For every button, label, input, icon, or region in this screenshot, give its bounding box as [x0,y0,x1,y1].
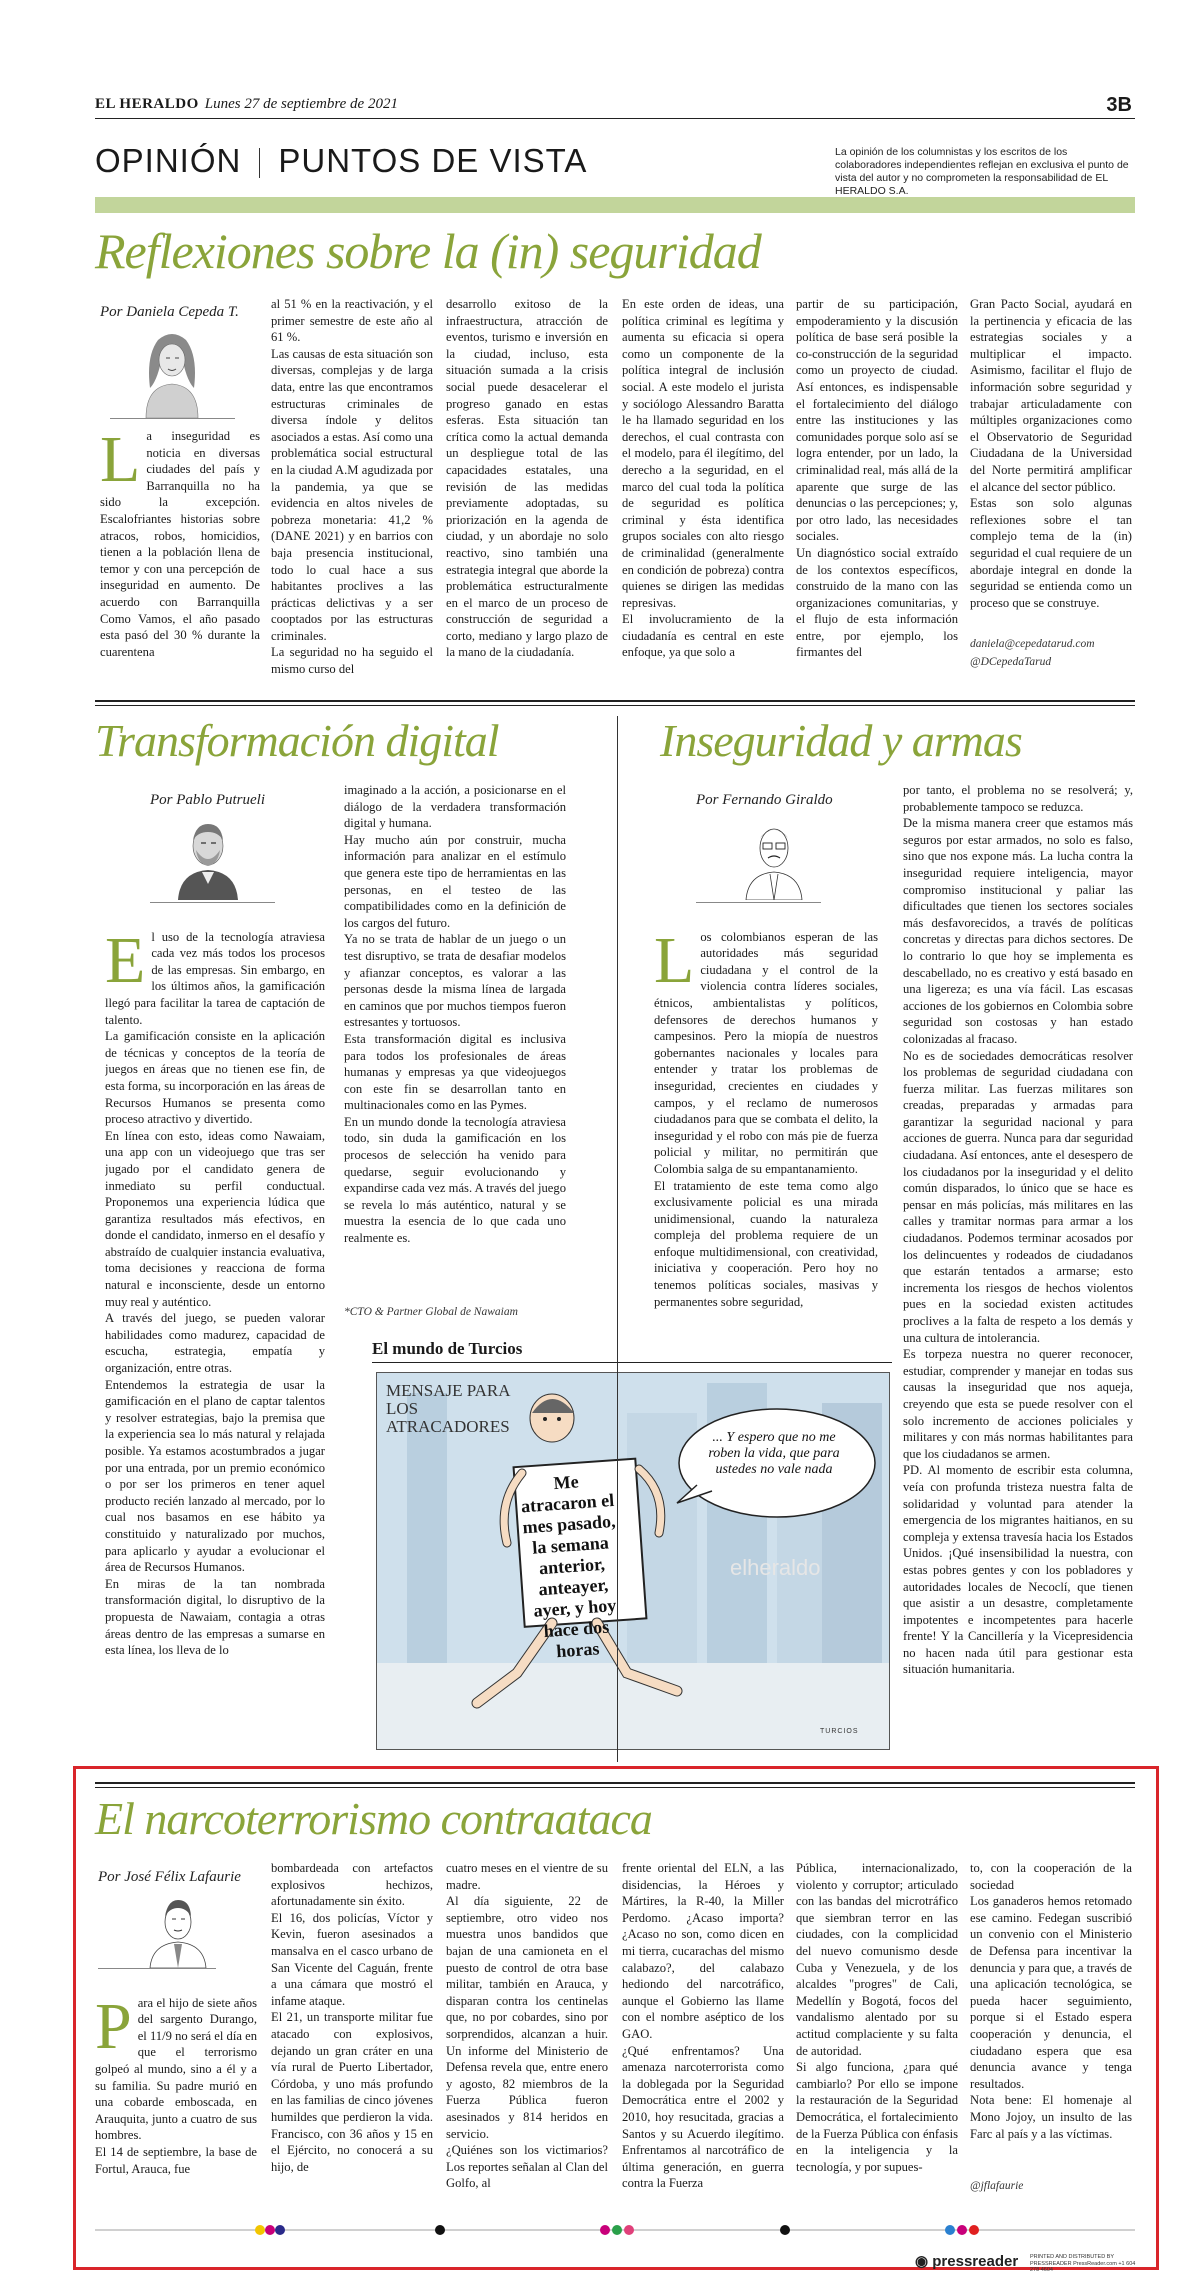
byline: Por Fernando Giraldo [696,792,833,808]
article-column: En este orden de ideas, una política criminal es legítima y aumenta su eficacia si opera como un componente de la política integral de inclusión social. A este modelo el jurista y sociólogo Alessandro Baratta le ha llamado seguridad en los derechos, el cual contrasta con el modelo, para él ilegítimo, del derecho a la seguridad, en el marco del cual toda la política de seguridad es política criminal y ésta identifica grupos sociales con alto riesgo de criminalidad (generalmente en condición de pobreza) contra quienes se dirigen las medidas represivas. El involucramiento de la ciudadanía es central en este enfoque, ya que solo a [622,297,784,660]
page-number: 3B [1106,94,1132,116]
speech-bubble: ... Y espero que no me roben la vida, que para ustedes no vale nada [708,1430,840,1477]
footer-note: PRINTED AND DISTRIBUTED BY PRESSREADER PressReader.com +1 604 278 4604 [1030,2254,1136,2273]
author-email: daniela@cepedatarud.com [970,638,1095,650]
author-portrait [172,814,244,900]
author-handle: @DCepedaTarud [970,656,1052,668]
section-separator [259,148,260,178]
article-column: frente oriental del ELN, a las disidencias, la Héroes y Mártires, la R-40, la Miller Perdomo. ¿Acaso importa? ¿Acaso no son, como dicen en mi tierra, cucarachas del mismo calabazo?, del calabazo hediondo del narcotráfico, aunque el Gobierno las llame con el nombre aséptico de los GAO. ¿Qué enfrentamos? Una amenaza narcoterrorista como la doblegada por la Seguridad Democrática entre el 2002 y 2010, hoy resucitada, gracias a Santos y su Acuerdo ilegítimo. Enfrentamos al narcotráfico de última generación, en guerra contra la Fuerza [622,1861,784,2191]
cartoon-title: El mundo de Turcios [372,1339,523,1358]
highlight-frame [73,1766,1159,2270]
byline-rule [696,902,821,903]
section-band [95,197,1135,213]
article-column: Pública, internacionalizado, violento y corruptor; articulado con las bandas del microtráfico que siembran terror en las ciudades, con la complicidad del nuevo comunismo desde Cuba y Venezuela, y de los alcaldes "progres" de Cali, Medellín y Bogotá, focos del vandalismo alentado por su actitud complaciente y su falta de autoridad. Si algo funciona, ¿para qué cambiarlo? Por ello se impone la restauración de la Seguridad Democrática, el fortalecimiento de la Fuerza Pública con énfasis en la inteligencia y la tecnología, y por supues- [796,1861,958,2174]
divider [372,1362,892,1363]
drop-cap: P [95,1989,132,2063]
footer-brand: pressreader [932,2253,1019,2270]
drop-cap: L [100,428,141,496]
masthead [95,96,398,113]
article-column: bombardeada con artefactos explosivos hechizos, afortunadamente sin éxito. El 16, dos policías, Víctor y Kevin, fueron asesinados a mansalva en el casco urbano de San Vicente del Caguán, frente a una cámara que mostró el infame ataque. El 21, un transporte militar fue atacado con explosivos, dejando un gran cráter en una vía rural de Puerto Libertador, Córdoba, y uno más profundo en las familias de cinco jóvenes humildes que perdieron la vida. Francisco, con 36 años y 15 en el Ejército, no conocerá a su hijo, de [271,1861,433,2174]
byline: Por José Félix Lafaurie [98,1869,241,1885]
pressreader-icon: ◉ [915,2253,929,2270]
column-text: os colombianos esperan de las autoridades más seguridad ciudadana y el control de la violencia contra líderes sociales, étnicos, ambientalistas y políticos, defensores de derechos humanos y campesinos. Pero la miopía de nuestros gobernantes nacionales y locales para entender y tratar los problemas de inseguridad, crecientes en ciudades y campos, y el reclamo de numerosos ciudadanos para que se combata el delito, la inseguridad y el robo con más pie de fuerza policial y militar, no permitirán que Colombia salga de su empantanamiento. El tratamiento de este tema como algo exclusivamente policial es una mirada unidimensional, cuando la naturaleza compleja del problema requiere de un enfoque multidimensional, con creatividad, iniciativa y cooperación. Pero hoy no tenemos políticas sociales, masivas y permanentes sobre seguridad, [654,929,878,1309]
column-text: ara el hijo de siete años del sargento Durango, el 11/9 no será el día en que el terrorismo golpeó al mundo, sino a él y a su familia. Su padre murió en una cobarde emboscada, en Arauquita, junto a cuatro de sus hombres. El 14 de septiembre, la base de Fortul, Arauca, fue [95,1995,257,2176]
section-name: OPINIÓN [95,142,242,179]
article-column: imaginado a la acción, a posicionarse en el diálogo de la verdadera transformación digital y humana. Hay mucho aún por construir, mucha información para analizar en el estímulo que genera este tipo de herramientas en las personas, en el testeo de las compatibilidades como en la definición de los cargos del futuro. Ya no se trata de hablar de un juego o un test disruptivo, se trata de desafiar modelos y afianzar conceptos, es valorar a las personas desde la misma línea de largada en caminos que por muchos tiempos fueron estresantes y tortuosos. Esta transformación digital es inclusiva para todos los profesionales de áreas humanas y empresas ya que videojuegos con este fin se desarrollan tanto en multinacionales como en las Pymes. En un mundo donde la tecnología atraviesa todo, sin duda la gamificación en los procesos de selección ha venido para quedarse, seguir evolucionando y expandirse cada vez más. A través del juego se revela lo más auténtico, natural y se muestra la esencia de lo que cada uno realmente es. [344,783,566,1246]
section-heading [95,142,587,180]
subsection-name: PUNTOS DE VISTA [278,142,588,179]
article-title: Transformación digital [95,715,499,766]
article-column: Gran Pacto Social, ayudará en la pertinencia y eficacia de las estrategias sociales y a multiplicar el impacto. Asimismo, facilitar el flujo de información sobre seguridad y trabajar articuladamente con múltiples organizaciones como el Observatorio de Seguridad Ciudadana de la Universidad del Norte permitirá amplificar el alcance del sector público. Estas son solo algunas reflexiones sobre el tan complejo tema de la (in) seguridad el cual requiere de un abordaje integral en donde la seguridad se entienda como un proceso que se construye. [970,297,1132,610]
cartoonist-signature: TURCIOS [820,1728,859,1735]
column-divider [617,716,618,1762]
author-handle: @jflafaurie [970,2180,1024,2192]
cartoon-caption: MENSAJE PARA LOS ATRACADORES [386,1381,510,1436]
author-portrait [132,326,212,418]
byline: Por Pablo Putrueli [150,792,265,808]
article-title: El narcoterrorismo contraataca [95,1793,652,1844]
article-column [105,912,325,1758]
divider [95,705,1135,706]
column-text: a inseguridad es noticia en diversas ciudades del país y Barranquilla no ha sido la excepción. Escalofriantes historias sobre atracos, robos, homicidios, tienen a la población llena de temor y con una percepción de inseguridad en aumento. De acuerdo con Barranquilla Como Vamos, el año pasado esta pasó del 30 % durante la cuarentena [100,429,260,659]
article-title: Inseguridad y armas [660,715,1022,766]
drop-cap: E [105,923,146,997]
byline-rule [110,418,235,419]
paper-name: EL HERALDO [95,96,199,112]
column-text: l uso de la tecnología atraviesa cada vez más todos los procesos de las empresas. Sin embargo, en los últimos años, la gamificación llegó para facilitar la tarea de captación de talento. La gamificación consiste en la aplicación de técnicas y conceptos de la teoría de juegos en áreas que no tienen ese fin, de esta forma, su incorporación en las áreas de Recursos Humanos se presenta como proceso atractivo y divertido. En línea con esto, ideas como Nawaiam, una app con un videojuego que tras ser jugado por el candidato genera de inmediato su perfil conductual. Proponemos una experiencia lúdica que garantiza resultados más efectivos, en donde el candidato, inmerso en el desafío y abstraído de cualquier instancia evaluativa, toma decisiones y reacciona de forma natural e inconsciente, desde un entorno muy real y auténtico. A través del juego, se pueden valorar habilidades como madurez, capacidad de escucha, estrategia, empatía y organización, entre otras. Entendemos la estrategia de usar la gamificación en el plano de captar talentos y resolver estrategias, bajo la premisa que la experiencia sea lo más natural y relajada posible. Ya estamos acostumbrados a jugar por una entrada, por un premio económico o por ser los primeros en tener aquel producto recién lanzado al mercado, por lo cual nos basamos en ese hábito ya constituido y naturalizado por muchos, para aplicarlo y ayudar a evolucionar el área de Recursos Humanos. En miras de la tan nombrada transformación digital, lo disruptivo de la propuesta de Nawaiam, contagia a otras áreas dentro de las empresas a sumarse en esta línea, los lleva de lo [105,929,325,1658]
cartoon-sign: Me atracaron el mes pasado, la semana anterior, anteayer, ayer, y hoy hace dos horas [520,1471,617,1662]
disclaimer: La opinión de los columnistas y los escritos de los colaboradores independientes reflejan en exclusiva el punto de vista del autor y no comprometen la responsabilidad de EL HERALDO S.A. [835,146,1129,198]
byline: Por Daniela Cepeda T. [100,304,239,320]
article-column [100,428,260,698]
article-title: Reflexiones sobre la (in) seguridad [95,223,761,279]
article-column [654,912,878,1322]
issue-date: Lunes 27 de septiembre de 2021 [204,96,398,112]
author-portrait [740,814,808,900]
registration-strip [95,2222,1135,2232]
header-rule [95,118,1135,119]
article-column: desarrollo exitoso de la infraestructura, atracción de eventos, turismo e inversión en la ciudad, incluso, esta situación sumada a la crisis social puede desacelerar el progreso ganado en estas esferas. Esta situación tan crítica como la actual demanda un despliegue total de las capacidades estatales, una revisión de las medidas previamente adoptadas, su priorización en la agenda de ciudad, y un abordaje no solo reactivo, sino también una estrategia integral que aborde la problemática estructuralmente en el marco de un proceso de construcción de seguridad a corto, mediano y largo plazo de la mano de la ciudadanía. [446,297,608,660]
watermark: elheraldo [730,1555,821,1580]
author-note: *CTO & Partner Global de Nawaiam [344,1306,518,1318]
article-column: cuatro meses en el vientre de su madre. Al día siguiente, 22 de septiembre, otro video nos muestra unos bandidos que bajan de una camioneta en el puesto de control de otra base militar, también en Arauca, y disparan contra los centinelas que, no por cobardes, sino por sorprendidos, alcanzan a huir. Un informe del Ministerio de Defensa revela que, entre enero y agosto, 82 miembros de la Fuerza Pública fueron asesinados y 814 heridos en servicio. ¿Quiénes son los victimarios? Los reportes señalan al Clan del Golfo, al [446,1861,608,2191]
drop-cap: L [654,923,695,997]
article-column: partir de su participación, empoderamiento y la discusión política de base será posible la co-construcción de la seguridad como un proyecto de ciudad. Así entonces, es indispensable el fortalecimiento del diálogo entre las instituciones y las comunidades porque solo así se logra entender, por un lado, la criminalidad real, más allá de la aparente que surge de las denuncias o las percepciones; y, por otro lado, las necesidades sociales. Un diagnóstico social extraído de los contextos específicos, construido de la mano con las organizaciones comunitarias, y el flujo de esta información entre, por ejemplo, los firmantes del [796,297,958,660]
pressreader-logo [915,2252,1018,2270]
article-column: to, con la cooperación de la sociedad Los ganaderos hemos retomado ese camino. Fedegan suscribió un convenio con el Ministerio de Defensa para incentivar la denuncia y para que, a través de una aplicación tecnológica, se pueda hacer seguimiento, porque si el Estado espera cooperación y denuncia, el ciudadano espera que esa denuncia avance y tenga resultados. Nota bene: El homenaje al Mono Jojoy, un insulto de las Farc al país y a las víctimas. [970,1861,1132,2141]
article-column: por tanto, el problema no se resolverá; y, probablemente tampoco se reduzca. De la misma manera creer que estamos más seguros por estar armados, no solo es falso, sino que nos expone más. La lucha contra la inseguridad requiere inteligencia, mayor compromiso institucional y paliar las dificultades que tienen los sectores sociales más desfavorecidos, a través de políticas concretas y directas para dichos sectores. De lo contrario lo que hoy se implementa es descabellado, no es creativo y está basado en una ligereza; es una vía fácil. Las escasas acciones de los gobiernos en Colombia sobre seguridad son costosas y han estado colonizadas al fracaso. No es de sociedades democráticas resolver los problemas de seguridad ciudadana con fuerza militar. Las fuerzas militares son creadas, preparadas y armadas para garantizar la seguridad nacional y para acciones de guerra. Nunca para dar seguridad ciudadana. Así entonces, ante el desespero de los ciudadanos por la inseguridad y el delito común disparados, lo único que se hace es pensar en más policías, más militares en las calles y tramitar normas para armar a los ciudadanos. Podemos terminar acosados por los delincuentes y rodeados de ciudadanos que estarán tentados a armarse; esto incrementa los riesgos de hechos violentos pues en la sociedad existen actitudes proclives a la falta de respeto a los demás y una cultura de intolerancia. Es torpeza nuestra no querer reconocer, estudiar, comprender y manejar en todas sus causas la inseguridad que nos aqueja, creyendo que esta se puede resolver con el solo incremento de acciones policiales y militares y con más normas habilitantes para que los ciudadanos se armen. PD. Al momento de escribir esta columna, veía con profunda tristeza nuestra falta de solidaridad y voluntad para atender la emergencia de los migrantes haitianos, en su compleja y extensa travesía hacia los Estados Unidos. ¡Qué insensibilidad la nuestra, con estas pobres gentes y con los pobladores y autoridades locales de Necoclí, que tienen que asistir a un desastre, completamente impotentes e incompetentes para hacerle frente! Y la Cancillería y la Vicepresidencia no hacen nada útil para gestionar esta situación humanitaria. [903,783,1133,1677]
byline-rule [150,902,275,903]
divider [95,700,1135,702]
article-column: al 51 % en la reactivación, y el primer semestre de este año al 61 %. Las causas de esta situación son diversas, complejas y de larga data, entre las que encontramos estructuras criminales de diversa índole y delitos asociados a estas. Así como una problemática social estructural en la ciudad A.M agudizada por la pandemia, ya que se evidencia en altos niveles de pobreza monetaria: 41,2 % (DANE 2021) y en barrios con baja presencia institucional, todo lo cual hace a sus habitantes proclives a las prácticas delictivas y a ser cooptados por las estructuras criminales. La seguridad no ha seguido el mismo curso del [271,297,433,677]
